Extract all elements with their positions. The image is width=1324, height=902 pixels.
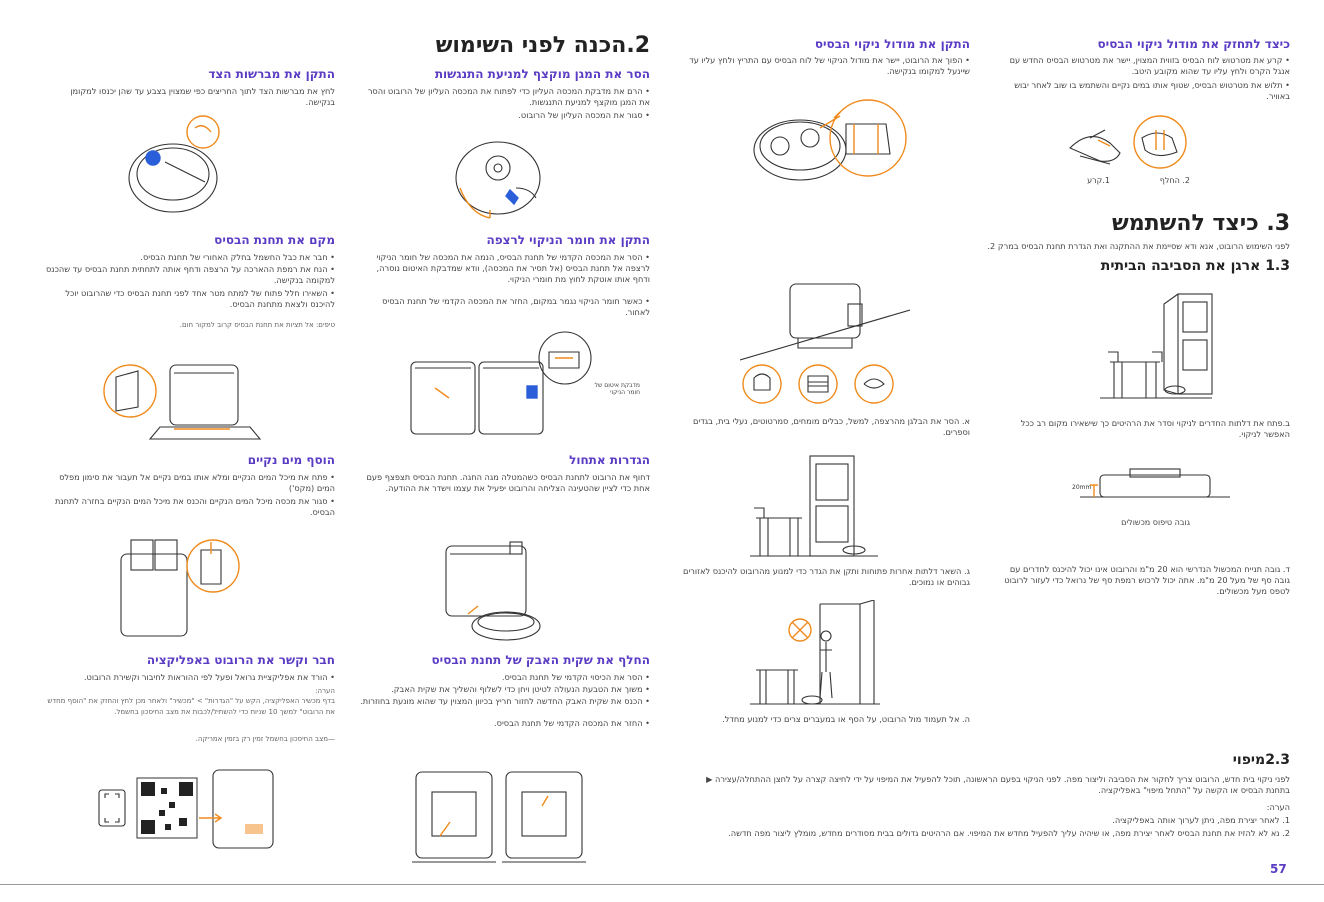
clear-clutter-illustration <box>740 280 910 410</box>
add-water-illustration <box>115 530 245 640</box>
bullet-text: • תלוש את מטרטוש הבסיס, שטוף אותו במים נקיים והשתמש בו שוב לאחר יבוש באוויר. <box>1014 80 1290 101</box>
app-qr-illustration <box>95 768 295 850</box>
bullet-text: • חבר את כבל החשמל בחלק האחורי של תחנת הבסיס. <box>140 252 335 262</box>
section-heading-preparation: 2.הכנה לפני השימוש <box>435 33 650 58</box>
col-setup <box>35 0 335 880</box>
mapping-note-2: 2. נא לא להזיז את תחנת הבסיס לאחר יצירת מפה, או שיהיה עליך להפעיל מחדש את המיפוי. אם הרהיטים גדולים בבית מסודרים מחדש, מומלץ ליצור מפה חדשה. <box>728 828 1290 838</box>
section-title-install-module: התקן את מודול ניקוי הבסיס <box>814 37 970 51</box>
subsection-heading-arrange-home: 1.3 ארגן את הסביבה הביתית <box>1100 258 1290 274</box>
seal-sticker-label: מדבקת איטום של חומר הניקוי <box>594 382 640 396</box>
section-title-place-base: מקם את תחנת הבסיס <box>214 233 335 247</box>
section-title-add-water: הוסף מים נקיים <box>247 453 335 467</box>
tip-b-open-doors: ב.פתח את דלתות החדרים לניקוי וסדר את הרהיטים כך שישאירו מקום רב ככל האפשר לניקוי. <box>1020 418 1290 439</box>
section-heading-how-to-use: 3. כיצד להשתמש <box>1112 211 1290 236</box>
section-title-side-brushes: התקן את מברשות הצד <box>208 67 335 81</box>
usage-intro-text: לפני השימוש הרובוט, אנא ודא שסיימת את ההתקנה ואת הגדרת תחנת הבסיס במרק 2. <box>987 241 1290 251</box>
section-title-connect-app: חבר וקשר את הרובוט באפליקציה <box>146 653 335 667</box>
tip-d-threshold: ד. גובה תנייח המכשול הנדרשי הוא 20 מ"מ והרובוט אינו יכול להיכנס לחדרים עם גובה סף של מעל 20 מ"מ. אתה יכול לרכוש רמפת סף של נרואל כדי לעזור לרובוט לטפס מעל מכשולים. <box>1004 564 1290 596</box>
close-doors-illustration <box>750 452 880 562</box>
replace-dust-bag-illustration <box>410 762 590 872</box>
mop-replace-illustration <box>1060 108 1200 178</box>
app-note-1: בדף מכשיר האפליקציה, הקש על "הגדרות" > "מכשיר" ולאחר מכן לחץ והחזק את "הוסף מחדש את הרובוט" למשך 10 שניות כדי להשתיל/לכבות את מצב החיסכון בחשמל. <box>47 697 335 716</box>
section-title-remove-foam: הסר את המגן מוקצף למניעת התנגשות <box>434 67 650 81</box>
bullet-text: • סגור את מכסה מיכל המים הנקיים והכנס את מיכל המים הנקיים בחזרה לתחנת הבסיס. <box>54 496 335 517</box>
section-heading-mapping: 2.3מיפוי <box>1232 752 1290 768</box>
side-brush-text: לחץ את מברשות הצד לתוך החריצים כפי שמצוין בצבע עד שהן יכנסו למקומן בנקישה. <box>70 86 335 107</box>
bullet-text: • הפוך את הרובוט, יישר את מודול הניקוי של לוח הבסיס עם התריץ ולחץ עליו עד שיינעל למקומו בנקישה. <box>689 55 970 76</box>
tip-a-clutter: א. הסר את הבלגן מהרצפה, למשל, כבלים מומחים, סמרטוטים, נעלי בית, בגדים וספרים. <box>693 416 970 437</box>
fig-caption-tear: 1.קרע <box>1087 176 1110 185</box>
footer-rule <box>0 884 1324 885</box>
section-title-maintain-module: כיצד לתחזק את מודול ניקוי הבסיס <box>1097 37 1290 51</box>
bullet-text: • הסר את המכסה הקדמי של תחנת הבסיס, הנמה את המכסה של חומר הניקוי לרצפה אל תחנת הבסיס (אל תסיר את המכסה), וודא שמדבקת האיטום נוסרה, ודחף אותו אוטקת לחוץ מת חומרי הניקוי. <box>376 252 650 284</box>
fig-caption-replace: 2. החלף <box>1159 176 1190 185</box>
bullet-text: • השאירו חלל פתוח של למתח מטר אחד לפני תחנת הבסיס כדי שהרובוט יוכל להיכנס ולצאת מתחנת הבסיס. <box>65 288 335 309</box>
place-base-tip: טיפים: אל תציות את תחנת הבסיס קרוב למקור חום. <box>179 321 335 329</box>
qr-code-icon <box>137 778 197 838</box>
app-note-2: —מצב החיסכון בחשמל זמין רק בזמין אמריקה. <box>195 735 335 743</box>
section-mapping <box>680 752 1290 839</box>
bullet-text: • משוך את הטבעת הנעולה לטיטן ויחן כדי לשלוף והשליך את שקית האבק. <box>391 684 650 694</box>
mapping-note-1: 1. לאחר יצירת מפה, ניתן לערוך אותה באפליקציה. <box>1112 815 1290 825</box>
bullet-text: • סגור את המכסה העליון של הרובוט. <box>518 110 650 120</box>
app-note-label: הערה: <box>315 687 335 695</box>
obstacle-height-illustration <box>1070 465 1240 510</box>
side-brush-illustration <box>125 110 245 220</box>
bullet-text: • פתח את מיכל המים הנקיים ומלא אותו במים נקיים אל תעבור את סימון מפלס המים (מקס') <box>59 472 335 493</box>
col-install-module <box>680 0 970 880</box>
bullet-text: • קרע את מטרטוש לוח הבסיס בזווית המצוין, יישר את מטרטוש הבסיס החדש עם אנגל הקרס ולחץ עליו עד שהוא מקובע היטב. <box>1009 55 1290 76</box>
mapping-note-label: הערה: <box>1266 802 1290 812</box>
bullet-text: • כאשר חומר הניקוי נגמר במקום, החזר את המכסה הקדמי של תחנת הבסיס לאחור. <box>382 296 650 317</box>
mapping-text: לפני ניקוי בית חדש, הרובוט צריך לחקור את הסביבה וליצור מפה. לפני הניקוי בפעם הראשונה, תוכל להפעיל את המיפוי על ידי לחיצה קצרה על לחצן ההתחלה/עצירה ▶ בתחנת הבסיס או הקשה על "התחל מיפוי" באפליקציה. <box>706 774 1290 795</box>
bullet-text: • הכנס את שקית האבק החדשה לחזור חריץ בכיוון המצוין עד שהוא מונעת בחוזרות. <box>360 696 650 706</box>
remove-foam-illustration <box>450 130 560 225</box>
bullet-text: • החזר את המכסה הקדמי של תחנת הבסיס. <box>494 718 650 728</box>
dock-robot-illustration <box>440 540 560 645</box>
section-title-replace-dust-bag: החלף את שקית האבק של תחנת הבסיס <box>431 653 650 667</box>
col-preparation <box>355 0 650 880</box>
obstacle-height-label: גובה טיפוס מכשולים <box>1121 518 1190 527</box>
bullet-text: • הורד את אפליקציית גרואל ופעל לפי ההוראות לחיבור וקשירת הרובוט. <box>83 672 335 682</box>
page-number: 57 <box>1270 862 1287 876</box>
section-title-init-settings: הגדרות אתחול <box>569 453 650 467</box>
svg-text:20mm: 20mm <box>1072 484 1092 491</box>
bullet-text: • הנח את רמפת ההארכה על הרצפה ודחף אותה לתחתית תחנת הבסיס עד שהכנס למקומה בנקישה. <box>45 264 335 285</box>
install-detergent-illustration <box>405 328 595 440</box>
place-base-illustration <box>100 355 280 445</box>
init-settings-text: דחוף את הרובוט לתחנת הבסיס כשהמטלה מגה החגה. תחנת הבסיס תצפצף פעם אחת כדי לציין שהטעינה הצליחה והרובוט יפעיל את עצמו וישדר את ההודעה. <box>366 472 650 493</box>
tip-e-do-not-stand: ה. אל תעמוד מול הרובוט, על הסף או במעברים צרים כדי למנוע מחדל. <box>722 714 970 724</box>
do-not-stand-illustration <box>750 600 880 710</box>
open-door-room-illustration <box>1100 290 1220 408</box>
install-base-module-illustration <box>750 88 910 198</box>
tip-c-close-doors: ג. השאר דלתות אחרות פתוחות ותקן את הגדר כדי למנוע מהרובוט להיכנס לאזורים גבוהים או נמוכים. <box>683 566 970 587</box>
bullet-text: • הסר את הכיסוי הקדמי של תחנת הבסיס. <box>501 672 650 682</box>
section-title-install-detergent: התקן את חומר הניקוי לרצפה <box>486 233 650 247</box>
bullet-text: • הרם את מדבקת המכסה העליון כדי לפתוח את המכסה העליון של הרובוט והסר את המגן מוקצף למניעת התנגשות. <box>367 86 650 107</box>
